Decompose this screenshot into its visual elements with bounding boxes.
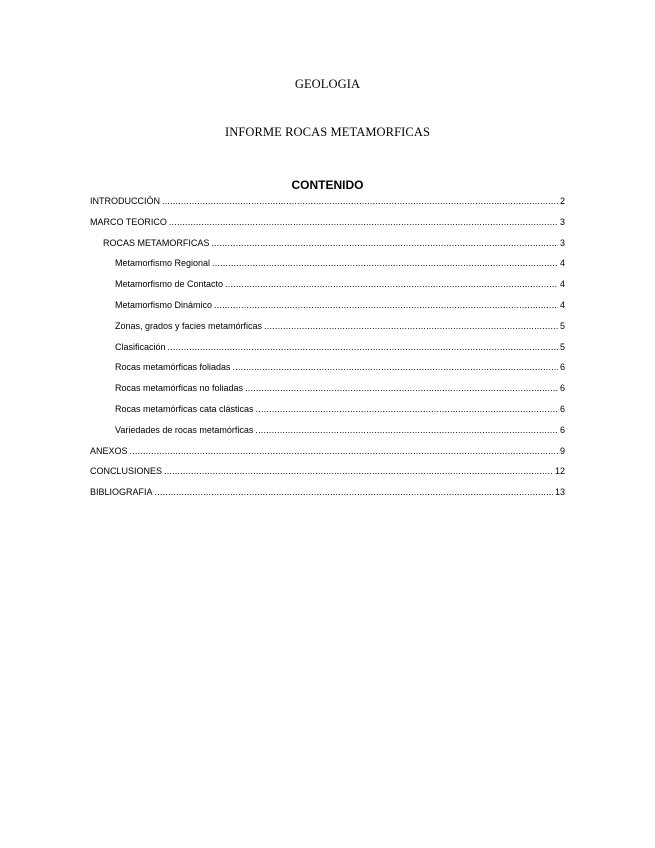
toc-dot-leader bbox=[155, 485, 553, 499]
toc-entry-label: Metamorfismo Dinámico bbox=[115, 299, 213, 310]
toc-entry-label: MARCO TEORICO bbox=[90, 216, 167, 227]
toc-entry-page: 2 bbox=[559, 196, 565, 206]
toc-entry-page: 6 bbox=[559, 383, 565, 394]
toc-entry-page: 6 bbox=[559, 424, 565, 435]
toc-entry-page: 9 bbox=[559, 445, 565, 456]
toc-dot-leader bbox=[256, 402, 558, 416]
toc-entry-page: 12 bbox=[554, 466, 565, 477]
toc-dot-leader bbox=[255, 423, 558, 437]
toc-entry-rocas-no-foliadas[interactable] bbox=[90, 381, 565, 402]
toc-entry-label: INTRODUCCIÓN bbox=[90, 196, 160, 206]
toc-entry-label: Metamorfismo Regional bbox=[115, 258, 211, 269]
toc-dot-leader bbox=[162, 194, 558, 208]
toc-entry-bibliografia[interactable] bbox=[90, 485, 565, 506]
toc-entry-clasificacion[interactable] bbox=[90, 340, 565, 361]
toc-dot-leader bbox=[264, 319, 558, 333]
toc-entry-rocas-cataclasticas[interactable] bbox=[90, 402, 565, 423]
toc-entry-label: CONCLUSIONES bbox=[90, 466, 163, 477]
toc-entry-metamorfismo-de-contacto[interactable] bbox=[90, 277, 565, 298]
toc-entry-page: 3 bbox=[559, 216, 565, 227]
toc-entry-variedades-rocas[interactable] bbox=[90, 423, 565, 444]
toc-entry-anexos[interactable] bbox=[90, 444, 565, 465]
toc-dot-leader bbox=[233, 360, 558, 374]
document-title: INFORME ROCAS METAMORFICAS bbox=[224, 125, 431, 139]
toc-entry-label: BIBLIOGRAFIA bbox=[90, 487, 153, 498]
toc-entry-page: 13 bbox=[554, 487, 565, 498]
toc-entry-page: 6 bbox=[559, 362, 565, 373]
toc-entry-page: 5 bbox=[559, 341, 565, 352]
toc-dot-leader bbox=[164, 464, 553, 478]
toc-entry-metamorfismo-regional[interactable] bbox=[90, 256, 565, 277]
toc-entry-label: ROCAS METAMORFICAS bbox=[103, 237, 210, 248]
toc-entry-zonas-grados-facies[interactable] bbox=[90, 319, 565, 340]
toc-entry-conclusiones[interactable] bbox=[90, 464, 565, 485]
toc-dot-leader bbox=[214, 298, 558, 312]
toc-entry-rocas-metamorficas[interactable] bbox=[90, 236, 565, 257]
toc-entry-label: Zonas, grados y facies metamórficas bbox=[115, 320, 263, 331]
toc-heading: CONTENIDO bbox=[291, 178, 364, 192]
toc-entry-page: 4 bbox=[559, 299, 565, 310]
toc-dot-leader bbox=[212, 256, 558, 270]
toc-entry-page: 4 bbox=[559, 258, 565, 269]
toc-dot-leader bbox=[130, 444, 558, 458]
toc-entry-label: Clasificación bbox=[115, 341, 166, 352]
toc-entry-label: ANEXOS bbox=[90, 445, 128, 456]
toc-entry-label: Variedades de rocas metamórficas bbox=[115, 424, 254, 435]
toc-entry-label: Rocas metamórficas no foliadas bbox=[115, 383, 244, 394]
toc-dot-leader bbox=[225, 277, 558, 291]
toc-entry-label: Rocas metamórficas foliadas bbox=[115, 362, 231, 373]
toc-entry-metamorfismo-dinamico[interactable] bbox=[90, 298, 565, 319]
toc-entry-label: Metamorfismo de Contacto bbox=[115, 279, 224, 290]
toc-entry-marco-teorico[interactable] bbox=[90, 215, 565, 236]
document-subject: GEOLOGIA bbox=[294, 77, 361, 91]
toc-entry-page: 6 bbox=[559, 403, 565, 414]
toc-dot-leader bbox=[245, 381, 558, 395]
toc-entry-page: 5 bbox=[559, 320, 565, 331]
toc-entry-page: 4 bbox=[559, 279, 565, 290]
toc-entry-page: 3 bbox=[559, 237, 565, 248]
table-of-contents bbox=[90, 194, 565, 506]
toc-dot-leader bbox=[169, 215, 558, 229]
toc-entry-rocas-foliadas[interactable] bbox=[90, 360, 565, 381]
toc-dot-leader bbox=[168, 340, 558, 354]
toc-dot-leader bbox=[211, 236, 558, 250]
toc-entry-introduccion[interactable] bbox=[90, 194, 565, 215]
toc-entry-label: Rocas metamórficas cata clásticas bbox=[115, 403, 254, 414]
